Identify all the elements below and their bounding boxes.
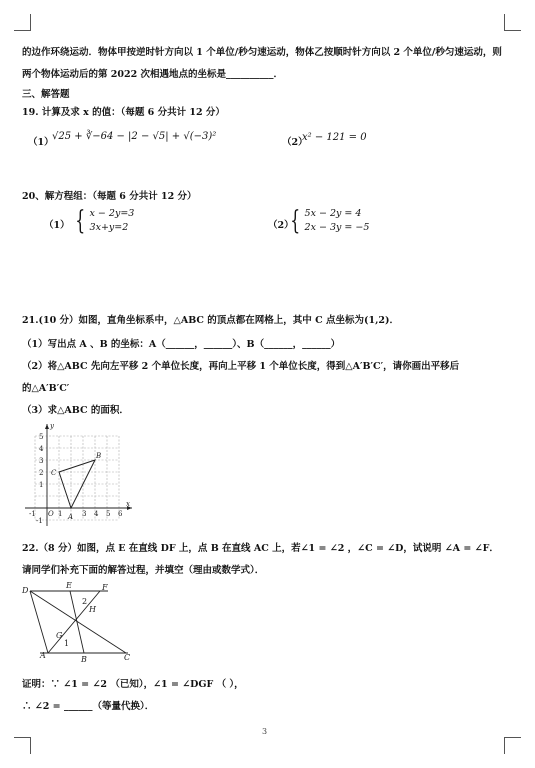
vertex-label-a: A <box>68 513 74 521</box>
q22-title: 22.（8 分）如图，点 E 在直线 DF 上，点 B 在直线 AC 上，若∠1 = ∠2 ，∠C = ∠D，试说明 ∠A = ∠F． <box>22 543 499 554</box>
q20-part2-label: （2） <box>268 220 294 231</box>
q21-part3: （3）求△ABC 的面积． <box>22 405 129 416</box>
page-number: 3 <box>262 727 268 736</box>
x-tick: 4 <box>94 510 99 518</box>
brace: { <box>290 206 301 236</box>
equation: 3x+y=2 <box>89 222 129 233</box>
y-tick: 4 <box>39 445 44 453</box>
q21-coordinate-grid-figure <box>20 420 140 530</box>
label-h: H <box>89 605 96 614</box>
q19-part2-expression: x² − 121 = 0 <box>302 132 367 143</box>
crop-mark-top-left <box>14 14 31 31</box>
x-tick: -1 <box>29 510 36 518</box>
label-b: B <box>81 655 87 664</box>
q22-geometry-figure <box>18 580 143 665</box>
label-a: A <box>40 651 46 660</box>
q21-part1: （1）写出点 A 、B 的坐标：A（______，______）、B（______，______） <box>22 339 341 350</box>
q20-title: 20、解方程组：（每题 6 分共计 12 分） <box>22 191 197 202</box>
q21-part2-line1: （2）将△ABC 先向左平移 2 个单位长度，再向上平移 1 个单位长度，得到△A′B′C′，请你画出平移后 <box>22 361 460 372</box>
equation: x − 2y=3 <box>89 208 135 219</box>
q20-part1-label: （1） <box>44 220 70 231</box>
y-axis-arrow <box>45 424 49 429</box>
axis-label-y: y <box>50 422 54 430</box>
vertex-label-c: C <box>51 469 57 477</box>
q19-part2-label: （2） <box>282 137 308 148</box>
label-c: C <box>124 653 131 662</box>
section-heading: 三、解答题 <box>22 89 70 100</box>
origin-label: O <box>48 510 54 518</box>
segment-dc <box>30 591 126 653</box>
y-tick: 2 <box>39 469 44 477</box>
x-tick: 3 <box>82 510 87 518</box>
y-tick: 1 <box>39 481 44 489</box>
q20-system-1 <box>72 207 134 235</box>
crop-mark-top-right <box>504 14 521 31</box>
label-e: E <box>66 581 72 590</box>
vertex-label-b: B <box>96 452 102 460</box>
q21-part2-line2: 的△A′B′C′ <box>22 383 70 394</box>
x-tick: 1 <box>58 510 63 518</box>
angle-label-1: 1 <box>64 639 70 648</box>
segment-da <box>30 591 48 653</box>
label-f: F <box>102 583 108 592</box>
q22-proof-line-2: ∴ ∠2 = ______（等量代换）． <box>22 701 155 712</box>
segment-af <box>48 591 100 653</box>
x-tick: 6 <box>118 510 123 518</box>
label-d: D <box>22 586 29 595</box>
equation: 2x − 3y = −5 <box>304 222 370 233</box>
q18-line-2: 两个物体运动后的第 2022 次相遇地点的坐标是__________． <box>22 69 284 80</box>
q19-part1-label: （1） <box>28 137 54 148</box>
q20-system-2 <box>287 207 369 235</box>
crop-mark-bottom-left <box>14 737 31 754</box>
equation: 5x − 2y = 4 <box>304 208 362 219</box>
x-tick: 5 <box>106 510 111 518</box>
q19-part1-expression: √25 + ∛−64 − |2 − √5| + √(−3)² <box>52 131 217 142</box>
label-g: G <box>56 631 63 640</box>
y-tick: 5 <box>39 433 44 441</box>
angle-label-2: 2 <box>82 597 88 606</box>
crop-mark-bottom-right <box>504 737 521 754</box>
q19-title: 19. 计算及求 x 的值：（每题 6 分共计 12 分） <box>22 107 225 118</box>
axis-label-x: x <box>126 500 130 508</box>
brace: { <box>75 206 86 236</box>
q22-line-2: 请同学们补充下面的解答过程，并填空（理由或数学式）． <box>22 565 265 576</box>
y-tick: -1 <box>36 517 43 525</box>
y-tick: 3 <box>39 457 44 465</box>
q21-title: 21.(10 分）如图，直角坐标系中，△ABC 的顶点都在网格上，其中 C 点坐标为(1,2)． <box>22 315 399 326</box>
grid-lines <box>35 436 119 520</box>
q18-line-1: 的边作环绕运动．物体甲按逆时针方向以 1 个单位/秒匀速运动，物体乙按顺时针方向以 2 个单位/秒匀速运动，则 <box>22 47 502 58</box>
q22-proof-line-1: 证明：∵ ∠1 = ∠2 （已知），∠1 = ∠DGF （ ）， <box>22 679 244 690</box>
